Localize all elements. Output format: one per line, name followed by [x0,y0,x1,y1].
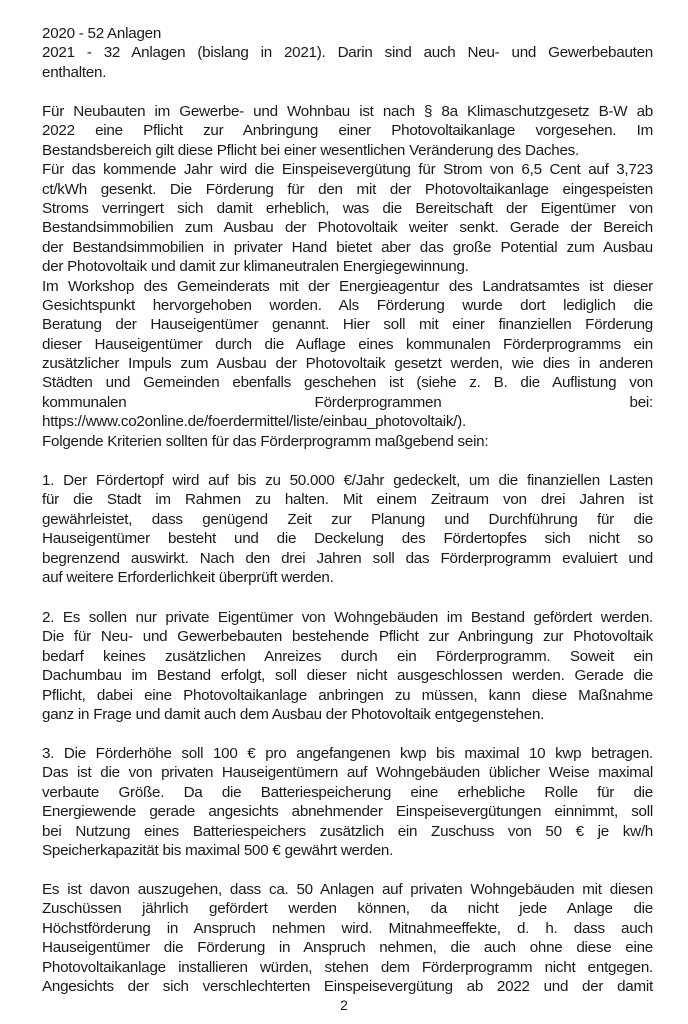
text-line: enthalten. [42,63,107,81]
text-line: 2020 - 52 Anlagen [42,25,162,42]
text-line: gewährleistet, dass genügend Zeit zur Planung und Durchführung für die [42,510,653,528]
page-number: 2 [340,997,348,1013]
text-line: zusätzlicher Impuls zum Ausbau der Photovoltaik gesetzt werden, wie dies in anderen [42,355,653,373]
text-line: Für das kommende Jahr wird die Einspeisevergütung für Strom von 6,5 Cent auf 3,723 [42,161,653,179]
text-line: Folgende Kriterien sollten für das Förderprogramm maßgebend sein: [42,433,489,450]
text-line: Bestandsimmobilien zum Ausbau der Photovoltaik weiter senkt. Gerade der Bereich [42,219,653,237]
text-line: Gesichtspunkt hervorgehoben worden. Als Förderung wurde dort lediglich die [42,296,653,314]
text-line: dieser Hauseigentümer durch die Auflage eines kommunalen Förderprogramms ein [42,335,653,353]
text-line: Beratung der Hauseigentümer genannt. Hier soll mit einer finanziellen Förderung [42,316,653,334]
paragraph-criterion-3 [42,744,653,860]
text-line: Es ist davon auszugehen, dass ca. 50 Anlagen auf privaten Wohngebäuden mit diesen [42,881,653,898]
text-line: https://www.co2online.de/foerdermittel/liste/einbau_photovoltaik/). [42,413,466,431]
text-line: Für Neubauten im Gewerbe- und Wohnbau ist nach § 8a Klimaschutzgesetz B-W ab [42,103,653,120]
text-line: bei Nutzung eines Batteriespeichers zusätzlich ein Zuschuss von 50 € je kw/h [42,822,653,840]
text-line: Pflicht, dabei eine Photovoltaikanlage anbringen zu müssen, kann diese Maßnahme [42,686,653,704]
paragraph-obligation [42,102,653,432]
paragraph-criterion-2 [42,608,653,724]
text-line: Bestandsbereich gilt diese Pflicht bei einer wesentlichen Veränderung des Daches. [42,141,579,159]
text-line: 2021 - 32 Anlagen (bislang in 2021). Darin sind auch Neu- und Gewerbebauten [42,44,653,62]
text-line: begrenzend auswirkt. Nach den drei Jahren soll das Förderprogramm evaluiert und [42,549,653,567]
paragraph-criteria-intro [42,432,653,451]
text-line: Energiewende gerade angesichts abnehmender Einspeisevergütungen einnimmt, soll [42,803,653,821]
text-line: bedarf keines zusätzlichen Anreizes durch ein Förderprogramm. Soweit ein [42,647,653,665]
text-line: Höchstförderung in Anspruch nehmen wird. Mitnahmeeffekte, d. h. dass auch [42,919,653,937]
text-line: 2. Es sollen nur private Eigentümer von Wohngebäuden im Bestand gefördert werden. [42,609,653,626]
text-line: ganz in Frage und damit auch dem Ausbau der Photovoltaik entgegenstehen. [42,705,545,723]
text-line: auf weitere Erforderlichkeit überprüft werden. [42,568,334,586]
text-line: der Bestandsimmobilien in privater Hand bietet aber das große Potential zum Ausbau [42,238,653,256]
text-line: Speicherkapazität bis maximal 500 € gewährt werden. [42,841,394,859]
paragraph-installations [42,24,653,82]
text-line: Zuschüssen jährlich gefördert werden können, da nicht jede Anlage die [42,900,653,918]
text-line: Hauseigentümer besteht und die Deckelung des Fördertopfes sich nicht so [42,530,653,548]
paragraph-criterion-1 [42,471,653,587]
text-line: 1. Der Fördertopf wird auf bis zu 50.000 €/Jahr gedeckelt, um die finanziellen Lasten [42,472,653,489]
text-line: der Photovoltaik und damit zur klimaneutralen Energiegewinnung. [42,258,469,276]
text-line: ct/kWh gesenkt. Die Förderung für den mit der Photovoltaikanlage eingespeisten [42,180,653,198]
text-line: Hauseigentümer die Förderung in Anspruch nehmen, die auch ohne diese eine [42,939,653,957]
text-line: Photovoltaikanlage installieren würden, stehen dem Förderprogramm nicht entgegen. [42,958,653,976]
text-line: Im Workshop des Gemeinderats mit der Energieagentur des Landratsamtes ist dieser [42,277,653,295]
text-line: Angesichts der sich verschlechterten Einspeisevergütung ab 2022 und der damit [42,977,653,995]
text-line: 3. Die Förderhöhe soll 100 € pro angefangenen kwp bis maximal 10 kwp betragen. [42,745,653,762]
text-line: Die für Neu- und Gewerbebauten bestehende Pflicht zur Anbringung zur Photovoltaik [42,628,653,646]
text-line: 2022 eine Pflicht zur Anbringung einer Photovoltaikanlage vorgesehen. Im [42,122,653,140]
text-line: Das ist die von privaten Hauseigentümern auf Wohngebäuden üblicher Weise maximal [42,764,653,782]
text-line: Dachumbau im Bestand erfolgt, soll dieser nicht ausgeschlossen werden. Gerade die [42,667,653,685]
paragraph-estimate [42,880,653,996]
text-line: Städten und Gemeinden ebenfalls geschehen ist (siehe z. B. die Auflistung von [42,374,653,392]
text-line: verbaute Größe. Da die Batteriespeicherung eine erhebliche Rolle für die [42,783,653,801]
text-line: kommunalen Förderprogrammen bei: [42,393,653,411]
text-line: für die Stadt im Rahmen zu halten. Mit einem Zeitraum von drei Jahren ist [42,491,653,509]
text-line: Stroms verringert sich damit erheblich, was die Bereitschaft der Eigentümer von [42,199,653,217]
